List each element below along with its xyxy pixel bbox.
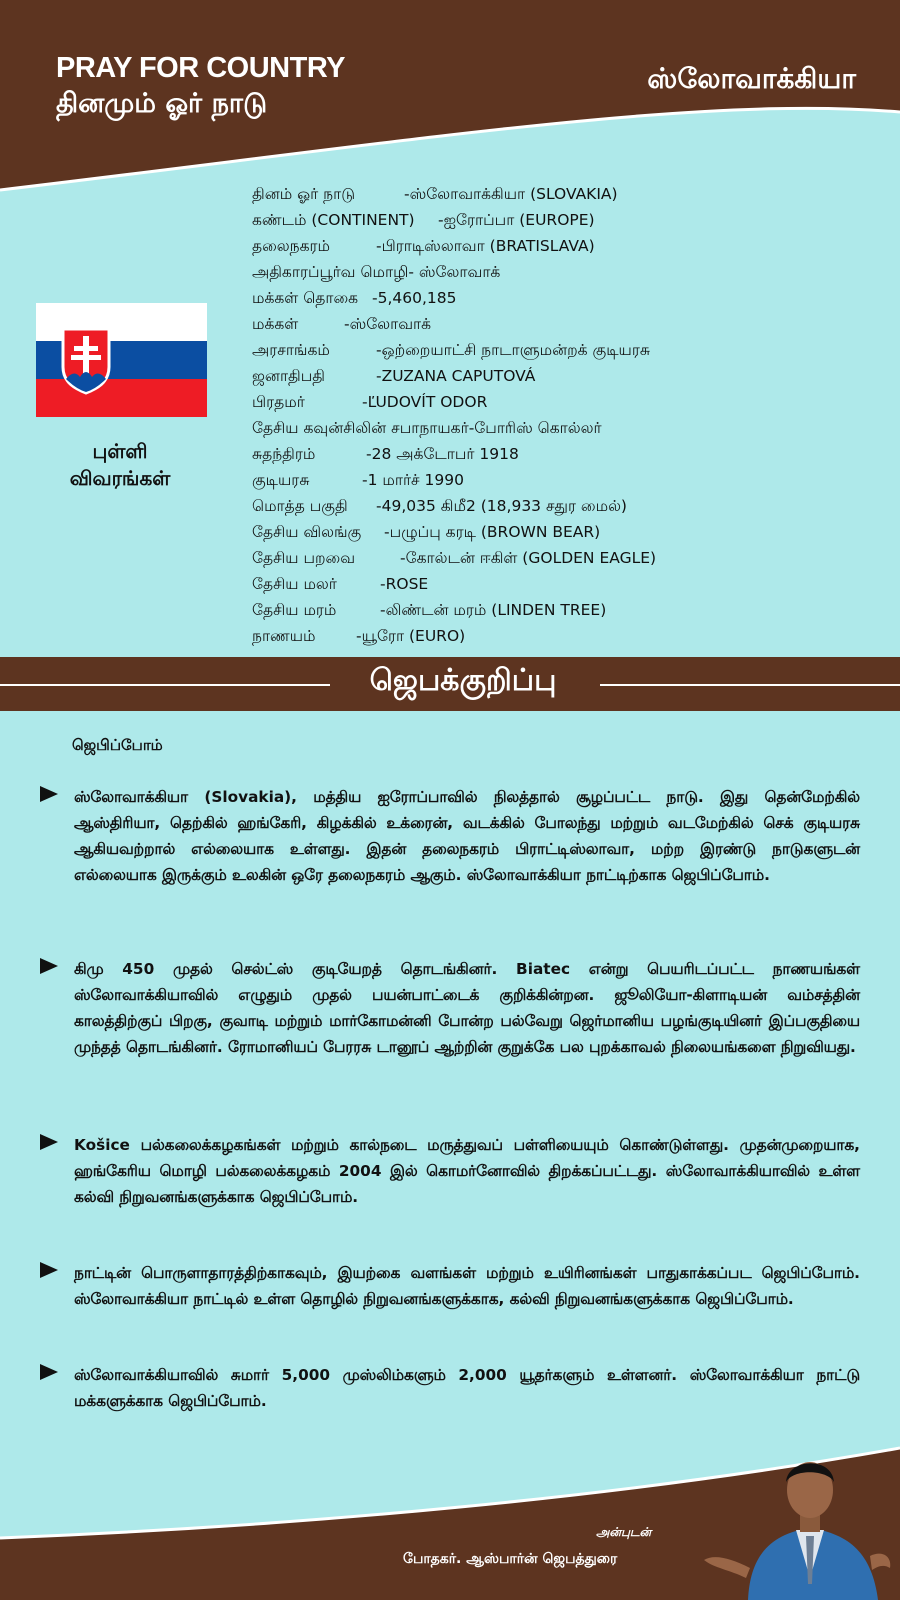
header <box>0 0 900 200</box>
band-divider-right <box>600 684 900 686</box>
fact-row: தேசிய கவுன்சிலின் சபாநாயகர்-போரிஸ் கொல்லர் <box>252 419 602 437</box>
fact-row: அதிகாரப்பூர்வ மொழி- ஸ்லோவாக் <box>252 263 501 281</box>
arrow-bullet-icon <box>40 958 58 974</box>
brand-subtitle: தினமும் ஓர் நாடு <box>56 88 268 119</box>
fact-row: தேசிய மலர் -ROSE <box>252 575 429 593</box>
facts-list <box>252 181 892 649</box>
arrow-bullet-icon <box>40 1134 58 1150</box>
prayer-title: ஜெபக்குறிப்பு <box>369 663 557 698</box>
fact-row: மக்கள் தொகை -5,460,185 <box>252 289 457 307</box>
coat-of-arms-icon <box>63 329 109 393</box>
signature-name: போதகர். ஆஸ்பார்ன் ஜெபத்துரை <box>403 1551 618 1567</box>
fact-row: தினம் ஓர் நாடு -ஸ்லோவாக்கியா (SLOVAKIA) <box>252 185 618 203</box>
prayer-point: Košice பல்கலைக்கழகங்கள் மற்றும் கால்நடை மருத்துவப் பள்ளியையும் கொண்டுள்ளது. முதன்முறையாக, ஹங்கேரிய மொழி பல்கலைக்கழகம் 2004 இல் கொமர்னோவில் திறக்கப்பட்டது. ஸ்லோவாக்கியாவில் உள்ள கல்வி நிறுவனங்களுக்காக ஜெபிப்போம். <box>40 1132 860 1210</box>
arrow-bullet-icon <box>40 786 58 802</box>
fact-row: குடியரசு -1 மார்ச் 1990 <box>252 471 465 489</box>
fact-row: தலைநகரம் -பிராடிஸ்லாவா (BRATISLAVA) <box>252 237 595 255</box>
prayer-band <box>0 657 900 711</box>
slovakia-flag <box>36 303 207 417</box>
facts-label: புள்ளி விவரங்கள் <box>69 439 171 490</box>
fact-row: ஜனாதிபதி -ZUZANA CAPUTOVÁ <box>252 367 536 385</box>
country-name: ஸ்லோவாக்கியா <box>647 62 856 95</box>
fact-row: நாணயம் -யூரோ (EURO) <box>252 627 466 645</box>
fact-row: மக்கள் -ஸ்லோவாக் <box>252 315 432 333</box>
fact-row: சுதந்திரம் -28 அக்டோபர் 1918 <box>252 445 519 463</box>
prayer-point: ஸ்லோவாக்கியாவில் சுமார் 5,000 முஸ்லிம்களும் 2,000 யூதர்களும் உள்ளனர். ஸ்லோவாக்கியா நாட்டு மக்களுக்காக ஜெபிப்போம். <box>40 1362 860 1414</box>
pastor-portrait <box>700 1438 900 1600</box>
prayer-heading: ஜெபிப்போம் <box>72 736 163 754</box>
fact-row: தேசிய விலங்கு -பழுப்பு கரடி (BROWN BEAR) <box>252 523 601 541</box>
fact-row: பிரதமர் -ĽUDOVÍT ODOR <box>252 393 488 411</box>
fact-row: தேசிய பறவை -கோல்டன் ஈகிள் (GOLDEN EAGLE) <box>252 549 657 567</box>
fact-row: கண்டம் (CONTINENT) -ஐரோப்பா (EUROPE) <box>252 211 595 229</box>
band-divider-left <box>0 684 330 686</box>
fact-row: மொத்த பகுதி -49,035 கிமீ2 (18,933 சதுர மைல்) <box>252 497 627 515</box>
arrow-bullet-icon <box>40 1364 58 1380</box>
brand-title: PRAY FOR COUNTRY <box>56 52 346 84</box>
prayer-point: ஸ்லோவாக்கியா (Slovakia), மத்திய ஐரோப்பாவில் நிலத்தால் சூழப்பட்ட நாடு. இது தென்மேற்கில் ஆஸ்திரியா, தெற்கில் ஹங்கேரி, கிழக்கில் உக்ரைன், வடக்கில் போலந்து மற்றும் வடமேற்கில் செக் குடியரசு ஆகியவற்றால் எல்லையாக உள்ளது. இதன் தலைநகரம் பிராட்டிஸ்லாவா, மற்ற இரண்டு நாடுகளுடன் எல்லையாக இருக்கும் உலகின் ஒரே தலைநகரம் ஆகும். ஸ்லோவாக்கியா நாட்டிற்காக ஜெபிப்போம். <box>40 784 860 888</box>
signature-greeting: அன்புடன் <box>596 1525 652 1539</box>
fact-row: அரசாங்கம் -ஒற்றையாட்சி நாடாளுமன்றக் குடியரசு <box>252 341 650 359</box>
arrow-bullet-icon <box>40 1262 58 1278</box>
fact-row: தேசிய மரம் -லிண்டன் மரம் (LINDEN TREE) <box>252 601 607 619</box>
prayer-point: கிமு 450 முதல் செல்ட்ஸ் குடியேறத் தொடங்கினர். Biatec என்று பெயரிடப்பட்ட நாணயங்கள் ஸ்லோவாக்கியாவில் எழுதும் முதல் பயன்பாட்டைக் குறிக்கின்றன. ஜூலியோ-கிளாடியன் வம்சத்தின் காலத்திற்குப் பிறகு, குவாடி மற்றும் மார்கோமன்னி போன்ற பல்வேறு ஜெர்மானிய பழங்குடியினர் இப்பகுதியை முந்தத் தொடங்கினர். ரோமானியப் பேரரசு டானூப் ஆற்றின் குறுக்கே பல புறக்காவல் நிலையங்களை நிறுவியது. <box>40 956 860 1060</box>
prayer-point: நாட்டின் பொருளாதாரத்திற்காகவும், இயற்கை வளங்கள் மற்றும் உயிரினங்கள் பாதுகாக்கப்பட ஜெபிப்போம். ஸ்லோவாக்கியா நாட்டில் உள்ள தொழில் நிறுவனங்களுக்காக, கல்வி நிறுவனங்களுக்காக ஜெபிப்போம். <box>40 1260 860 1312</box>
